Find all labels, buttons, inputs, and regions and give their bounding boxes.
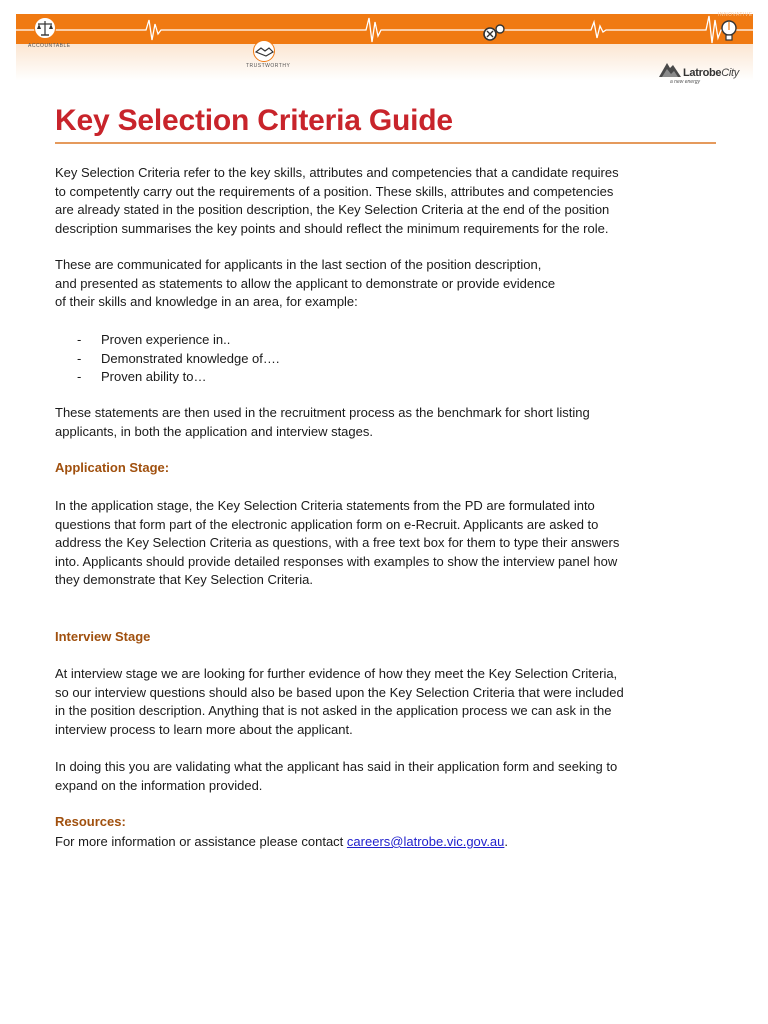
careers-email-link[interactable]: careers@latrobe.vic.gov.au bbox=[346, 834, 505, 849]
latrobe-city-logo-icon bbox=[658, 60, 682, 78]
logo-main-text: Latrobe bbox=[683, 67, 722, 79]
logo-tagline: a new energy bbox=[670, 79, 701, 85]
application-stage-heading: Application Stage: bbox=[55, 460, 170, 475]
list-dash: - bbox=[77, 332, 82, 347]
interview-line: At interview stage we are looking for further evidence of how they meet the Key Selection Criteria, bbox=[55, 666, 618, 681]
list-dash: - bbox=[77, 369, 82, 384]
contact-period: . bbox=[504, 834, 509, 849]
application-line: In the application stage, the Key Selection Criteria statements from the PD are formulated into bbox=[55, 498, 595, 513]
list-item bbox=[55, 368, 279, 387]
resources-heading: Resources: bbox=[55, 814, 126, 829]
list-item-text: Demonstrated knowledge of…. bbox=[101, 350, 280, 366]
banner-fade bbox=[16, 44, 753, 90]
intro-line: description summarises the key points and should reflect the minimum requirements for the role. bbox=[55, 220, 609, 236]
interview-line: so our interview questions should also be based upon the Key Selection Criteria that were included bbox=[55, 684, 624, 700]
benchmark-paragraph bbox=[55, 404, 705, 441]
lightbulb-icon bbox=[716, 16, 742, 44]
trustworthy-caption: TRUSTWORTHY bbox=[246, 63, 291, 69]
application-line: questions that form part of the electronic application form on e-Recruit. Applicants are asked to bbox=[55, 516, 599, 532]
innovative-caption: INNOVATIVE bbox=[718, 12, 753, 18]
document-title: Key Selection Criteria Guide bbox=[55, 104, 453, 137]
application-line: into. Applicants should provide detailed responses with examples to show the interview panel how bbox=[55, 553, 618, 569]
logo-wordmark bbox=[683, 67, 739, 79]
benchmark-line: These statements are then used in the recruitment process as the benchmark for short listing bbox=[55, 405, 590, 420]
intro-line: to competently carry out the requirements of a position. These skills, attributes and competencies bbox=[55, 183, 614, 199]
scales-icon bbox=[34, 16, 56, 40]
communicated-line: of their skills and knowledge in an area, for example: bbox=[55, 294, 358, 309]
application-line: they demonstrate that Key Selection Criteria. bbox=[55, 572, 313, 587]
benchmark-line: applicants, in both the application and interview stages. bbox=[55, 423, 373, 439]
interview-line: in the position description. Anything that is not asked in the application process we can ask in the bbox=[55, 703, 612, 718]
communicated-line: These are communicated for applicants in the last section of the position description, bbox=[55, 257, 542, 272]
logo-city-text: City bbox=[721, 67, 739, 79]
contact-line bbox=[55, 833, 705, 852]
heartbeat-line-icon bbox=[16, 14, 753, 44]
validating-line: In doing this you are validating what the applicant has said in their application form and seeking to bbox=[55, 759, 618, 774]
accountable-caption: ACCOUNTABLE bbox=[28, 43, 71, 49]
title-divider bbox=[55, 142, 716, 144]
list-dash: - bbox=[77, 350, 82, 366]
validating-paragraph bbox=[55, 758, 705, 795]
application-paragraph bbox=[55, 497, 705, 590]
intro-line: are already stated in the position description, the Key Selection Criteria at the end of the position bbox=[55, 202, 610, 217]
communicated-line: and presented as statements to allow the applicant to demonstrate or provide evidence bbox=[55, 275, 556, 291]
header-banner bbox=[0, 0, 768, 92]
interview-line: interview process to learn more about the applicant. bbox=[55, 721, 353, 737]
interview-stage-heading: Interview Stage bbox=[55, 629, 151, 644]
intro-paragraph bbox=[55, 164, 705, 238]
contact-text: For more information or assistance please contact bbox=[55, 834, 347, 849]
validating-line: expand on the information provided. bbox=[55, 777, 263, 793]
intro-line: Key Selection Criteria refer to the key skills, attributes and competencies that a candidate requires bbox=[55, 165, 619, 180]
examples-list bbox=[55, 331, 279, 387]
interview-paragraph bbox=[55, 665, 705, 739]
list-item-text: Proven experience in.. bbox=[101, 332, 231, 347]
handshake-icon bbox=[250, 40, 278, 62]
list-item bbox=[55, 331, 279, 350]
gears-icon bbox=[478, 20, 510, 44]
list-item bbox=[55, 350, 279, 369]
communicated-paragraph bbox=[55, 256, 705, 312]
list-item-text: Proven ability to… bbox=[101, 369, 207, 384]
application-line: address the Key Selection Criteria as questions, with a free text box for them to type their answers bbox=[55, 535, 620, 550]
